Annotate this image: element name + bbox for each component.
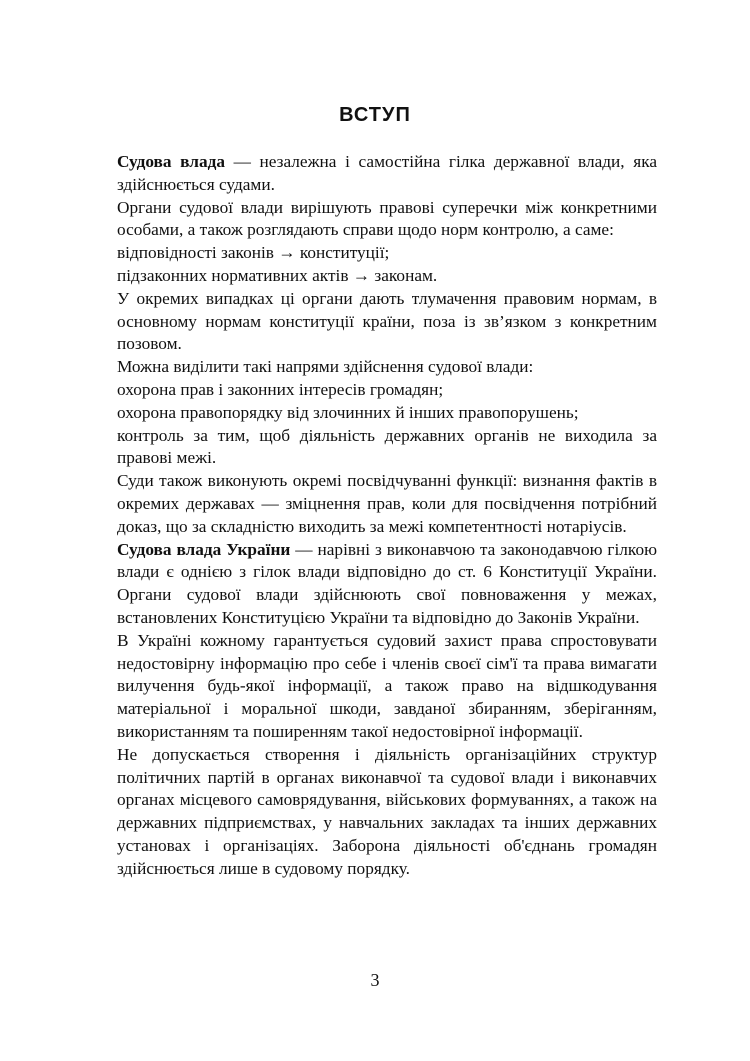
list-item: охорона правопорядку від злочинних й інших правопорушень; bbox=[117, 402, 579, 422]
paragraph-judicial-protection: В Україні кожному гарантується судовий захист права спростовувати недостовірну інформацію про себе і членів своєї сім'ї та права вимагати вилучення будь-якої інформації, а також право на відшкодування матеріальної і моральної шкоди, завданої збиранням, зберіганням, використанням та поширенням такої недостовірної інформації. bbox=[117, 630, 657, 741]
paragraph-judicial-power bbox=[117, 151, 657, 197]
paragraph-judicial-power-ukraine bbox=[117, 539, 657, 630]
paragraph-interpretation: У окремих випадках ці органи дають тлумачення правовим нормам, в основному нормам конституції країни, поза із зв’язком з конкретним позовом. bbox=[117, 288, 657, 354]
document-body bbox=[117, 151, 657, 881]
paragraph-directions: Можна виділити такі напрями здійснення судової влади: bbox=[117, 357, 534, 377]
paragraph-certification: Суди також виконують окремі посвідчуванні функції: визнання фактів в окремих державах — зміцнення прав, коли для посвідчення потрібний доказ, що за складністю виходить за межі компетентності нотаріусів. bbox=[117, 471, 657, 536]
paragraph-text: — нарівні з виконавчою та законодавчою гілкою влади є однією з гілок влади відповідно до ст. 6 Конституції України. Органи судової влади здійснюють свої повноваження у межах, встановлених Конституцією України та відповідно до Законів України. bbox=[117, 539, 657, 627]
list-item: охорона прав і законних інтересів громадян; bbox=[117, 379, 444, 399]
paragraph-prohibition: Не допускається створення і діяльність організаційних структур політичних партій в органах виконавчої та судової влади і виконавчих органах місцевого самоврядування, військових формуваннях, а також на державних підприємствах, у навчальних закладах та інших державних установах і організаціях. Заборона діяльності об'єднань громадян здійснюється лише в судовому порядку. bbox=[117, 744, 657, 878]
list-item: відповідності законів → конституції; bbox=[117, 243, 390, 263]
term-judicial-power-ukraine: Судова влада України bbox=[117, 539, 291, 559]
list-item: підзаконних нормативних актів → законам. bbox=[117, 265, 438, 285]
paragraph-text: — незалежна і самостійна гілка державної влади, яка здійснюється судами. bbox=[117, 152, 658, 194]
list-item: контроль за тим, щоб діяльність державних органів не виходила за правові межі. bbox=[117, 425, 657, 468]
page-title: ВСТУП bbox=[339, 104, 411, 126]
page-number: 3 bbox=[370, 970, 380, 990]
paragraph-judicial-bodies: Органи судової влади вирішують правові суперечки між конкретними особами, а також розглядають справи щодо норм контролю, а саме: bbox=[117, 197, 657, 240]
term-judicial-power: Судова влада bbox=[117, 152, 225, 171]
